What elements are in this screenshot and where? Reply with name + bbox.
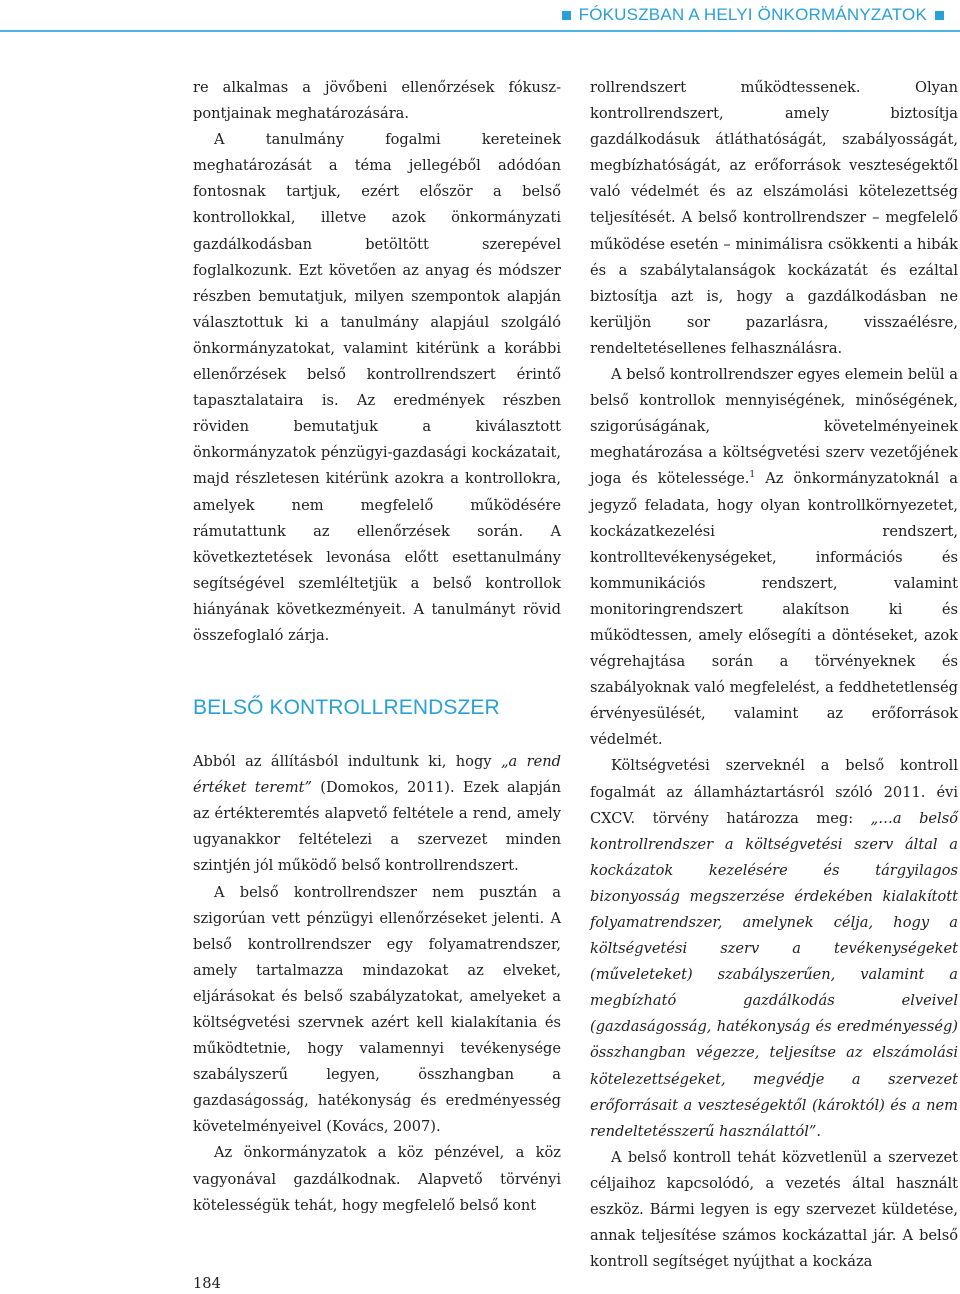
header-rule (0, 30, 960, 32)
quote: „…a belső kontrollrendszer a költségvetési szerv által a kockázatok kezelésére és tárgyilagos bizonyosság megszerzése érdekében kialakított folyamatrendszer, amelynek célja, hogy a költségvetési szerv a tevékenységeket (műveleteket) szabályszerűen, valamint a megbízható gazdálkodás elveivel (gazdaságosság, hatékonyság és eredményesség) összhangban végezze, teljesítse az elszámolási kötelezettségeket, megvédje a szervezet erőforrásait a veszteségektől (károktól) és a nem rendeltetésszerű használattól” (590, 809, 958, 1140)
section-heading: BELSŐ KONTROLLRENDSZER (193, 696, 500, 720)
quote: „a rend értéket teremt” (193, 753, 561, 797)
square-bullet-icon (562, 11, 571, 20)
text-run: (Domokos, 2011). Ezek alapján az értékteremtés alapvető feltétele a rend, amely ugyanakkor feltételezi a szervezet minden szintjén jól működő belső kontrollrendszert. (193, 779, 562, 875)
paragraph: re alkalmas a jövőbeni ellenőrzések fókuszpontjainak meghatározására. (193, 79, 561, 123)
text-run: Az önkormányzatoknál a jegyző feladata, hogy olyan kontrollkörnyezetet, kockázatkezelési rendszert, kontrolltevékenységeket, információs és kommunikációs rendszert, valamint monitoringrendszert alakítson ki és működtessen, amely elősegíti a döntéseket, azok végrehajtása során a törvényeknek és szabályoknak való megfelelést, a feddhetetlenség érvényesülését, valamint az erőforrások védelmét. (590, 470, 958, 749)
text-run: A belső kontrollrendszer egyes elemein belül a belső kontrollok mennyiségének, minőségének, szigorúságának, követelményeinek meghatározása a költségvetési szerv vezetőjének joga és kötelessége. (590, 366, 958, 488)
right-column (590, 75, 958, 1275)
paragraph (590, 362, 958, 753)
paragraph: rollrendszert működtessenek. Olyan kontrollrendszert, amely biztosítja gazdálkodásuk átláthatóságát, szabályosságát, megbízhatóságát, az erőforrások veszteségektől való védelmét és az elszámolási kötelezettség teljesítését. A belső kontrollrendszer – megfelelő működése esetén – minimálisra csökkenti a hibák és a szabálytalanságok kockázatát és ezáltal biztosítja azt is, hogy a gazdálkodásban ne kerüljön sor pazarlásra, visszaélésre, rendeltetésellenes felhasználásra. (590, 79, 958, 357)
paragraph: A belső kontroll tehát közvetlenül a szervezet céljaihoz kapcsolódó, a vezetés által használt eszköz. Bármi legyen is egy szervezet küldetése, annak teljesítése számos kockázattal jár. A belső kontroll segítséget nyújthat a kockáza (590, 1148, 958, 1271)
text-run: . (816, 1122, 822, 1140)
header-bar (0, 0, 960, 44)
paragraph (193, 749, 561, 879)
footnote-ref[interactable]: 1 (749, 470, 756, 481)
paragraph: A tanulmány fogalmi kereteinek meghatározását a téma jellegéből adódóan fontosnak tartjuk, ezért először a belső kontrollokkal, illetve azok önkormányzati gazdálkodásban betöltött szerepével foglalkozunk. Ezt követően az anyag és módszer részben bemutatjuk, milyen szempontok alapján választottuk ki a tanulmány alapjául szolgáló önkormányzatokat, valamint kitérünk a korábbi ellenőrzések belső kontrollrendszert érintő tapasztalataira is. Az eredmények részben röviden bemutatjuk a kiválasztott önkormányzatok pénzügyi-gazdasági kockázatait, majd részletesen kitérünk azokra a kontrollokra, amelyek nem megfelelő működésére rámutattunk az ellenőrzések során. A következtetések levonása előtt esettanulmány segítségével szemléltetjük a belső kontrollok hiányának következményeit. A tanulmányt rövid összefoglaló zárja. (193, 131, 561, 644)
page-number: 184 (193, 1275, 221, 1292)
running-header-text: FÓKUSZBAN A HELYI ÖNKORMÁNYZATOK (578, 5, 927, 24)
text-run: Abból az állításból indultunk ki, hogy (193, 753, 501, 771)
left-column (193, 75, 561, 1219)
paragraph (590, 753, 958, 1144)
text-run: Költségvetési szerveknél a belső kontroll fogalmát az államháztartásról szóló 2011. évi CXCV. törvény határozza meg: (590, 757, 958, 827)
square-bullet-icon (935, 11, 944, 20)
paragraph: A belső kontrollrendszer nem pusztán a szigorúan vett pénzügyi ellenőrzéseket jelenti. A belső kontrollrendszer egy folyamatrendszer, amely tartalmazza mindazokat az elveket, eljárásokat és belső szabályzatokat, amelyeket a költségvetési szervnek azért kell kialakítania és működtetnie, hogy valamennyi tevékenysége szabályszerű legyen, összhangban a gazdaságosság, hatékonyság és eredményesség követelményeivel (Kovács, 2007). (193, 883, 561, 1136)
paragraph: Az önkormányzatok a köz pénzével, a köz vagyonával gazdálkodnak. Alapvető törvényi kötelességük tehát, hogy megfelelő belső kont (193, 1144, 561, 1214)
running-header (558, 4, 948, 26)
